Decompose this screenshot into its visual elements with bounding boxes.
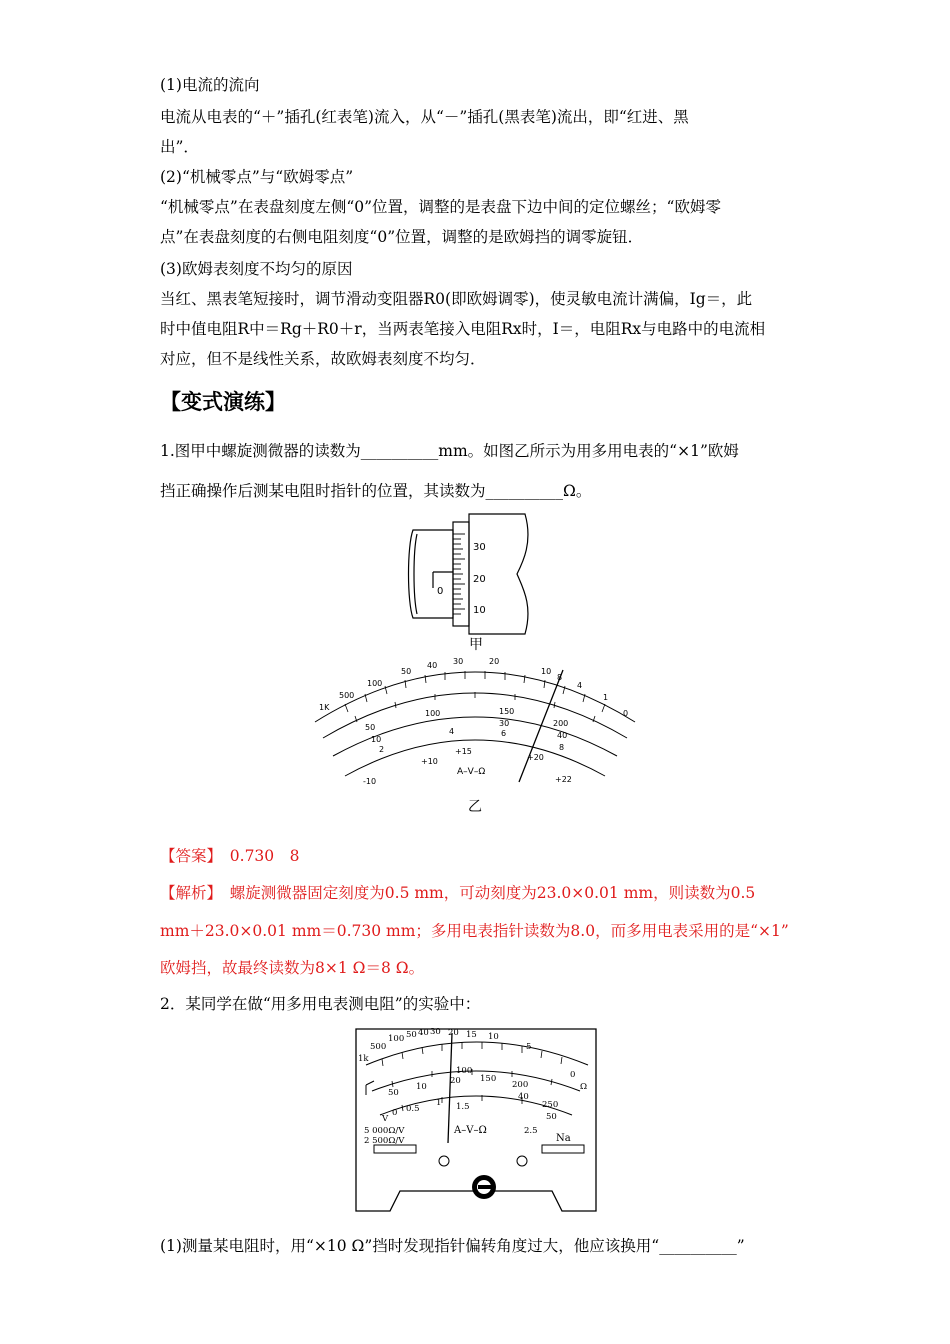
sec2-title: (2)“机械零点”与“欧姆零点” bbox=[160, 168, 354, 186]
ohm-label: 10 bbox=[541, 667, 552, 676]
ohm-label: 500 bbox=[339, 691, 355, 700]
caption-yi: 乙 bbox=[468, 799, 482, 815]
ohm-label: 1 bbox=[603, 693, 609, 702]
panel-center-label: A–V–Ω bbox=[454, 1125, 487, 1136]
low-label: 2 bbox=[379, 745, 385, 754]
q2-line1: 2．某同学在做“用多用电表测电阻”的实验中： bbox=[160, 995, 481, 1013]
mid2-label: 40 bbox=[557, 731, 568, 740]
ohm-label: 100 bbox=[367, 679, 383, 688]
panel-low-label: 0.5 bbox=[406, 1104, 420, 1114]
panel-ohm-label: 40 bbox=[418, 1028, 429, 1038]
db-label: +10 bbox=[421, 757, 438, 766]
panel-mid-label: 150 bbox=[480, 1074, 497, 1084]
panel-low-label: 0 bbox=[392, 1108, 398, 1118]
analysis-line1 bbox=[160, 883, 792, 903]
sec1-body-line2: 出”． bbox=[160, 138, 199, 156]
panel-low-label: 1.5 bbox=[456, 1102, 470, 1112]
answer-text: 0.730 8 bbox=[229, 847, 300, 865]
ohm-label: 40 bbox=[427, 661, 438, 670]
db-label: -10 bbox=[363, 777, 377, 786]
panel-ohm-label: 0 bbox=[570, 1070, 576, 1080]
q1-line2: 挡正确操作后测某电阻时指针的位置，其读数为__________Ω。 bbox=[160, 482, 592, 500]
panel-mid-label: 200 bbox=[512, 1080, 529, 1090]
panel-note-1: 5 000Ω/V bbox=[364, 1126, 405, 1136]
section-heading: 【变式演练】 bbox=[160, 389, 286, 414]
analysis-text-1: 螺旋测微器固定刻度为0.5 mm，可动刻度为23.0×0.01 mm，则读数为0.5 bbox=[229, 884, 756, 902]
ohm-label: 1K bbox=[319, 703, 330, 712]
panel-ohm-label: 50 bbox=[406, 1030, 417, 1040]
sec2-body-line2: 点”在表盘刻度的右侧电阻刻度“0”位置，调整的是欧姆挡的调零旋钮． bbox=[160, 228, 644, 246]
panel-screw-left bbox=[439, 1156, 449, 1166]
panel-mid-label: 50 bbox=[388, 1088, 399, 1098]
micrometer-tick-10: 10 bbox=[473, 605, 486, 616]
db-label: +15 bbox=[455, 747, 472, 756]
panel-mid2-label: 50 bbox=[546, 1112, 557, 1122]
panel-ohm-label: 100 bbox=[388, 1034, 405, 1044]
panel-ohm-label: 1k bbox=[358, 1054, 369, 1064]
micrometer-tick-30: 30 bbox=[473, 542, 486, 553]
sec1-title: (1)电流的流向 bbox=[160, 76, 260, 94]
panel-mid2-label: 10 bbox=[416, 1082, 427, 1092]
multimeter-dial-figure bbox=[305, 652, 645, 794]
db-label: +20 bbox=[527, 753, 544, 762]
ohm-label: 0 bbox=[623, 709, 629, 718]
panel-mid2-label: 40 bbox=[518, 1092, 529, 1102]
panel-mid-label: 100 bbox=[456, 1066, 473, 1076]
panel-needle bbox=[448, 1033, 452, 1143]
analysis-line3: 欧姆挡，故最终读数为8×1 Ω＝8 Ω。 bbox=[160, 959, 425, 977]
analysis-line2: mm＋23.0×0.01 mm＝0.730 mm；多用电表指针读数为8.0，而多用电表采用的是“×1” bbox=[160, 922, 789, 940]
answer-tag: 【答案】 bbox=[160, 847, 215, 865]
low-label: 6 bbox=[501, 729, 507, 738]
panel-unit-ohm: Ω bbox=[580, 1082, 588, 1092]
ohm-label: 20 bbox=[489, 657, 500, 666]
panel-mid-label: 250 bbox=[542, 1100, 559, 1110]
panel-low-label: 1 bbox=[436, 1098, 442, 1108]
panel-mid2-label: 20 bbox=[450, 1076, 461, 1086]
sec1-body-line1: 电流从电表的“＋”插孔(红表笔)流入，从“－”插孔(黑表笔)流出，即“红进、黑 bbox=[160, 108, 689, 126]
panel-knob-slot bbox=[478, 1185, 492, 1189]
panel-screw-right bbox=[517, 1156, 527, 1166]
ohm-label: 30 bbox=[453, 657, 464, 666]
analysis-tag: 【解析】 bbox=[160, 884, 215, 902]
q1-line1: 1.图甲中螺旋测微器的读数为__________mm。如图乙所示为用多用电表的“×1”欧姆 bbox=[160, 442, 739, 460]
mid-label: 50 bbox=[365, 723, 376, 732]
micrometer-zero: 0 bbox=[437, 586, 444, 597]
panel-ohm-label: 30 bbox=[430, 1027, 441, 1037]
ohm-label: 4 bbox=[577, 681, 583, 690]
panel-unit-v: V bbox=[382, 1114, 389, 1124]
ohm-label: 50 bbox=[401, 667, 412, 676]
panel-brand: Na bbox=[556, 1133, 571, 1144]
panel-note-2: 2 500Ω/V bbox=[364, 1136, 405, 1146]
multimeter-panel-figure bbox=[352, 1025, 600, 1215]
micrometer-figure bbox=[405, 512, 545, 636]
panel-socket-right bbox=[542, 1145, 584, 1153]
panel-ohm-label: 5 bbox=[526, 1042, 532, 1052]
panel-socket-left bbox=[374, 1145, 416, 1153]
mid-label: 100 bbox=[425, 709, 441, 718]
mid2-label: 10 bbox=[371, 735, 382, 744]
panel-ohm-label: 20 bbox=[448, 1028, 459, 1038]
sec3-body-line1: 当红、黑表笔短接时，调节滑动变阻器R0(即欧姆调零)，使灵敏电流计满偏，Ig＝，此 bbox=[160, 290, 753, 308]
mid-label: 200 bbox=[553, 719, 569, 728]
low-label: 4 bbox=[449, 727, 455, 736]
sec2-body-line1: “机械零点”在表盘刻度左侧“0”位置，调整的是表盘下边中间的定位螺丝；“欧姆零 bbox=[160, 198, 721, 216]
ohm-label: 8 bbox=[557, 673, 563, 682]
sec3-body-line2: 时中值电阻R中＝Rg＋R0＋r，当两表笔接入电阻Rx时，I＝，电阻Rx与电路中的电流相 bbox=[160, 320, 766, 338]
mid2-label: 30 bbox=[499, 719, 510, 728]
micrometer-tick-20: 20 bbox=[473, 574, 486, 585]
panel-ohm-label: 15 bbox=[466, 1030, 477, 1040]
sec3-body-line3: 对应，但不是线性关系，故欧姆表刻度不均匀． bbox=[160, 350, 486, 368]
dial-center-label: A–V–Ω bbox=[457, 767, 486, 777]
answer-line bbox=[160, 846, 792, 866]
sec3-title: (3)欧姆表刻度不均匀的原因 bbox=[160, 260, 353, 278]
panel-ohm-label: 500 bbox=[370, 1042, 387, 1052]
low-label: 8 bbox=[559, 743, 565, 752]
panel-ohm-label: 10 bbox=[488, 1032, 499, 1042]
mid-label: 150 bbox=[499, 707, 515, 716]
db-label: +22 bbox=[555, 775, 572, 784]
panel-low-label: 2.5 bbox=[524, 1126, 538, 1136]
q2-sub1: (1)测量某电阻时，用“×10 Ω”挡时发现指针偏转角度过大，他应该换用“__________” bbox=[160, 1237, 745, 1255]
caption-jia: 甲 bbox=[469, 637, 483, 653]
